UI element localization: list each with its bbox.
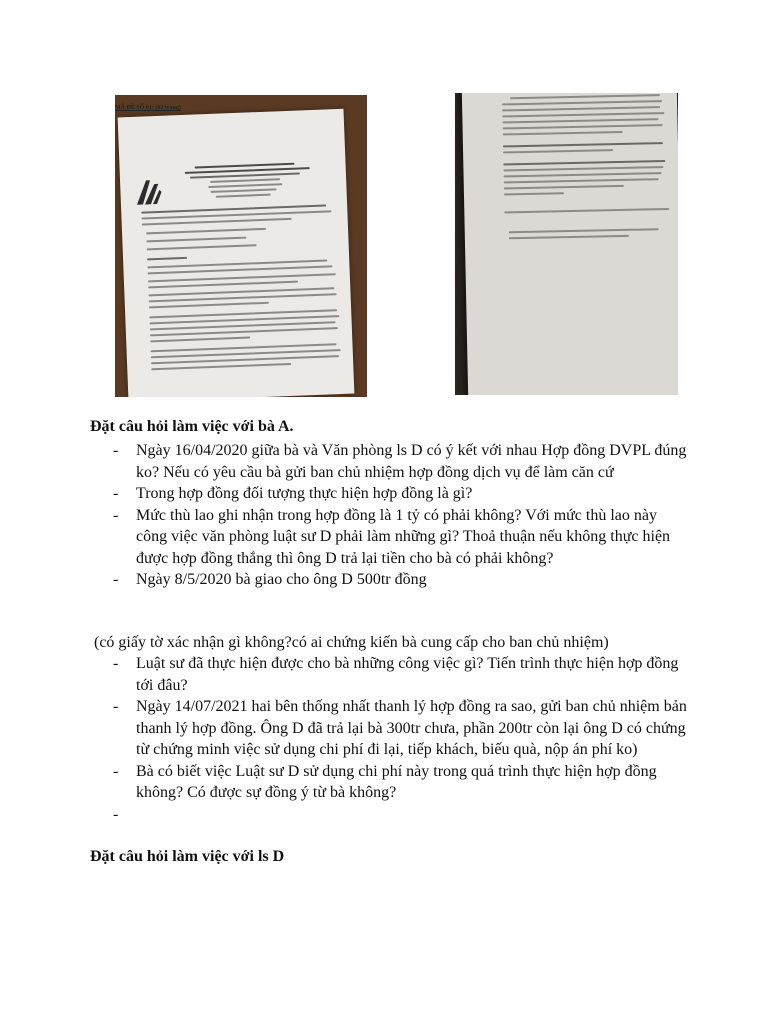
illegible-text-line (502, 100, 662, 105)
illegible-text-line (208, 183, 282, 187)
illegible-text-line (146, 228, 266, 234)
list-bullet: - (113, 805, 119, 823)
list-bullet: - (113, 506, 119, 524)
question-text: Luật sư đã thực hiện được cho bà những công việc gì? Tiến trình thực hiện hợp đồng tới đâu? (136, 655, 679, 694)
illegible-text-line (510, 94, 660, 99)
exam-paper-sheet (118, 109, 355, 397)
illegible-text-line (503, 142, 663, 147)
question-text: Mức thù lao ghi nhận trong hợp đồng là 1 tỷ có phải không? Với mức thù lao này công việc văn phòng luật sư D phải làm những gì? Thoả thuận nếu không thực hiện được hợp đồng thắng thì ông D trả lại tiền cho bà có phải không? (136, 506, 671, 567)
exam-page-1-photo (115, 95, 367, 397)
list-bullet: - (113, 698, 119, 715)
illegible-text-line (216, 194, 271, 198)
illegible-text-line (148, 281, 298, 288)
list-item (90, 505, 690, 570)
illegible-text-line (147, 257, 187, 260)
illegible-text-line (211, 188, 277, 192)
illegible-text-line (503, 131, 623, 135)
list-item (90, 440, 690, 483)
illegible-text-line (503, 166, 663, 171)
illegible-text-line (503, 160, 665, 165)
illegible-text-line (504, 172, 662, 177)
illegible-text-line (503, 124, 663, 129)
illegible-text-line (504, 208, 669, 213)
illegible-text-line (148, 273, 336, 282)
illegible-text-line (142, 218, 292, 225)
illegible-text-line (509, 235, 629, 239)
question-list-part-1 (90, 440, 690, 591)
list-item (90, 696, 690, 761)
illegible-text-line (150, 337, 250, 342)
illegible-text-line (504, 178, 659, 183)
exam-code-label: MÃ ĐỀ SỐ 01: (02 trang) (115, 105, 181, 111)
school-logo-icon (134, 176, 163, 207)
list-bullet: - (113, 485, 119, 502)
exam-page-2-photo (455, 93, 678, 395)
illegible-text-line (210, 178, 280, 182)
question-text: Bà có biết việc Luật sư D sử dụng chi phí này trong quá trình thực hiện hợp đồng không? Có được sự đồng ý từ bà không? (136, 762, 657, 801)
illegible-text-line (190, 172, 300, 178)
list-item (90, 569, 690, 591)
list-bullet: - (113, 442, 119, 459)
question-text: Ngày 16/04/2020 giữa bà và Văn phòng ls D có ý kết với nhau Hợp đồng DVPL đúng ko? Nếu có yêu cầu bà gửi ban chủ nhiệm hợp đồng dịch vụ để làm căn cứ (136, 442, 687, 481)
evidence-note: (có giấy tờ xác nhận gì không?có ai chứng kiến bà cung cấp cho ban chủ nhiệm) (94, 634, 609, 651)
list-item (90, 653, 690, 696)
question-text: Ngày 8/5/2020 bà giao cho ông D 500tr đồng (136, 571, 427, 588)
illegible-text-line (504, 185, 624, 189)
list-item (90, 761, 690, 804)
list-bullet: - (113, 762, 119, 780)
illegible-text-line (509, 228, 659, 233)
question-text: Trong hợp đồng đối tượng thực hiện hợp đồng là gì? (136, 485, 473, 502)
list-item (90, 483, 690, 505)
illegible-text-line (151, 363, 291, 370)
illegible-text-line (149, 302, 269, 308)
illegible-text-line (502, 106, 660, 111)
heading-questions-for-d: Đặt câu hỏi làm việc với ls D (90, 848, 285, 865)
illegible-text-line (502, 118, 658, 123)
list-bullet: - (113, 655, 119, 672)
illegible-text-line (504, 192, 564, 195)
illegible-text-line (502, 112, 664, 117)
illegible-text-line (503, 149, 613, 153)
heading-questions-for-a: Đặt câu hỏi làm việc với bà A. (90, 418, 294, 435)
illegible-text-line (147, 244, 257, 250)
illegible-text-line (146, 237, 246, 242)
list-bullet: - (113, 571, 119, 588)
question-list-part-2 (90, 653, 690, 823)
question-text: Ngày 14/07/2021 hai bên thống nhất thanh lý hợp đồng ra sao, gửi ban chủ nhiệm bản thanh lý hợp đồng. Ông D đã trả lại bà 300tr chưa, phần 200tr còn lại ông D có chứng từ chứng minh việc sử dụng chi phí đi lại, tiếp khách, biếu quà, nộp án phí ko) (136, 698, 687, 758)
exam-paper-sheet-2 (462, 93, 678, 395)
